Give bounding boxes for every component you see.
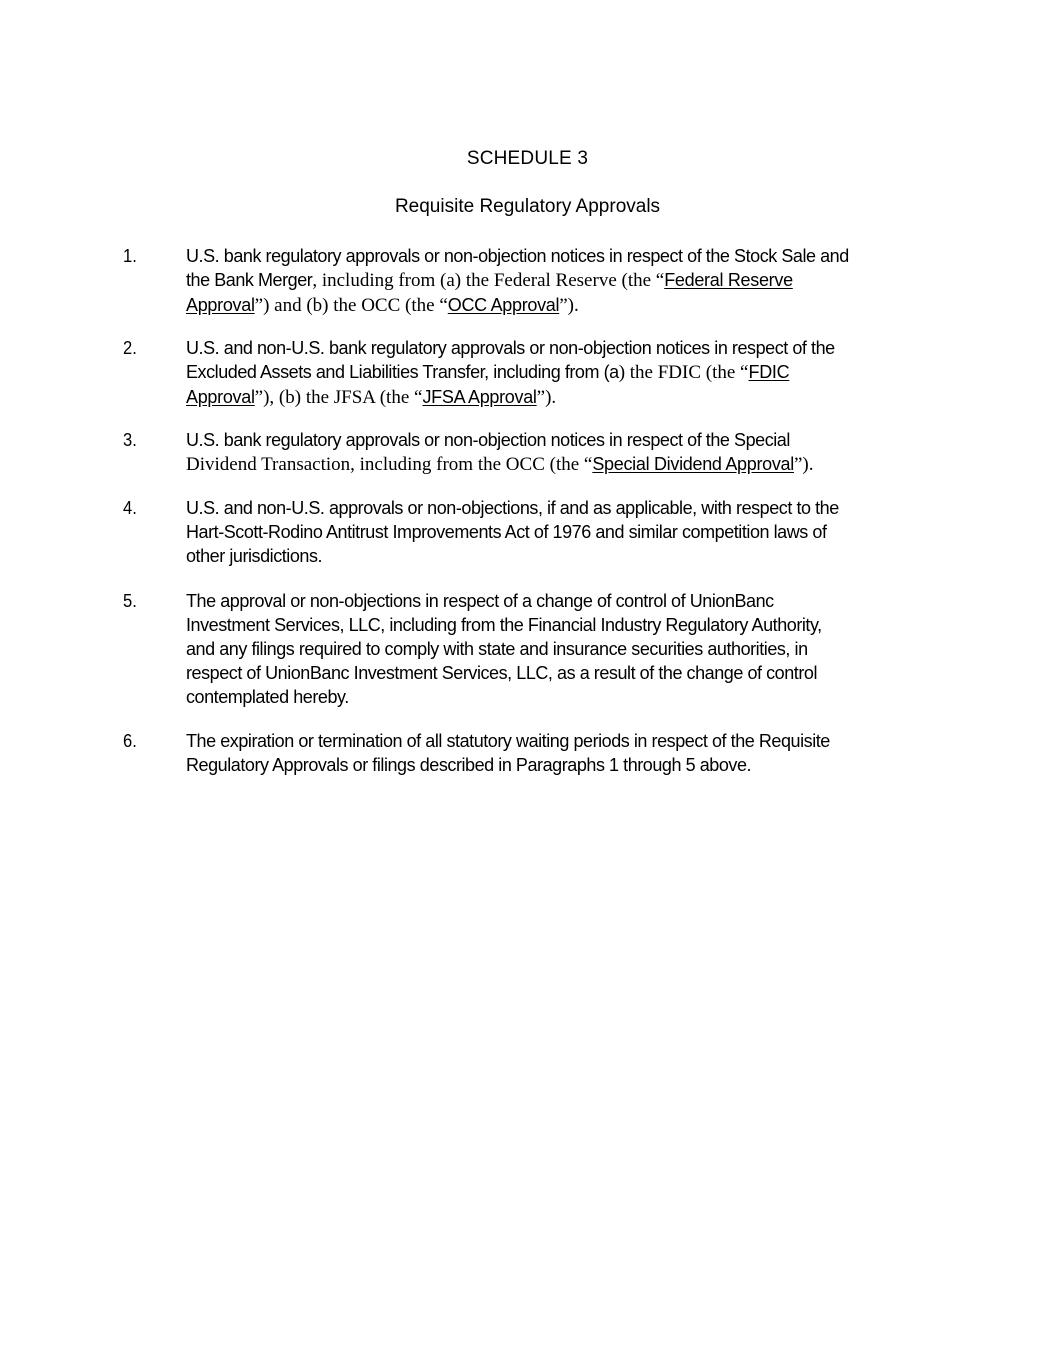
item-number: 1. [123, 246, 137, 266]
text-run: Dividend Transaction, including from the OCC (the “ [186, 454, 593, 475]
item-number: 4. [123, 498, 137, 518]
text-run: ) the FDIC (the “ [618, 362, 749, 383]
defined-term-jfsa-approval: JFSA Approval [422, 387, 537, 407]
schedule-subtitle: Requisite Regulatory Approvals [394, 196, 661, 217]
text-line: respect of UnionBanc Investment Services, LLC, as a result of the change of control [186, 663, 818, 683]
text-line [186, 428, 923, 452]
item-number: 2. [123, 338, 137, 358]
item-number: 5. [123, 591, 137, 611]
item-number: 3. [123, 430, 137, 450]
text-line [186, 244, 923, 268]
item-text [186, 336, 923, 410]
text-line: Investment Services, LLC, including from the Financial Industry Regulatory Authority, [186, 615, 822, 635]
text-line [186, 385, 923, 410]
item-text [186, 428, 923, 477]
text-run: U.S. and non-U.S. bank regulatory approvals or non-objection notices in respect of the [186, 338, 835, 358]
text-line: The approval or non-objections in respect of a change of control of UnionBanc [186, 591, 774, 611]
text-line: U.S. and non-U.S. approvals or non-objections, if and as applicable, with respect to the [186, 498, 839, 518]
defined-term-special-dividend-approval: Special Dividend Approval [592, 454, 794, 474]
text-line: contemplated hereby. [186, 687, 349, 707]
text-line [186, 360, 923, 385]
text-run: U.S. bank regulatory approvals or non-objection notices in respect of the Stock Sale and [186, 246, 849, 266]
text-run: ”). [793, 454, 814, 475]
text-line: and any filings required to comply with state and insurance securities authorities, in [186, 639, 808, 659]
item-text [186, 729, 923, 777]
text-run: U.S. bank regulatory approvals or non-objection notices in respect of the Special [186, 430, 790, 450]
text-run: Excluded Assets and Liabilities Transfer, including from (a [186, 362, 619, 382]
defined-term-fdic-approval: FDIC [748, 362, 790, 382]
schedule-title: SCHEDULE 3 [466, 148, 589, 169]
text-line: other jurisdictions. [186, 546, 323, 566]
defined-term-federal-reserve-approval: Federal Reserve [664, 270, 793, 290]
text-run: ”). [559, 295, 579, 316]
defined-term-fdic-approval: Approval [186, 387, 255, 407]
text-run: , including from (a) the Federal Reserve (the “ [312, 270, 665, 291]
item-text [186, 589, 923, 709]
text-line [186, 293, 923, 318]
text-line: Regulatory Approvals or filings described in Paragraphs 1 through 5 above. [186, 755, 752, 775]
text-run: the Bank Merger [186, 270, 313, 290]
text-line: The expiration or termination of all statutory waiting periods in respect of the Requisite [186, 731, 830, 751]
defined-term-occ-approval: OCC Approval [447, 295, 560, 315]
text-line: Hart-Scott-Rodino Antitrust Improvements Act of 1976 and similar competition laws of [186, 522, 827, 542]
item-number: 6. [123, 731, 137, 751]
item-text [186, 496, 923, 568]
defined-term-federal-reserve-approval: Approval [186, 295, 255, 315]
text-run: ”). [536, 387, 557, 408]
text-line [186, 452, 923, 477]
text-run: ”), (b) the JFSA (the “ [254, 387, 423, 408]
text-line [186, 336, 923, 360]
text-line [186, 268, 923, 293]
text-run: ”) and (b) the OCC (the “ [254, 295, 448, 316]
item-text [186, 244, 923, 318]
